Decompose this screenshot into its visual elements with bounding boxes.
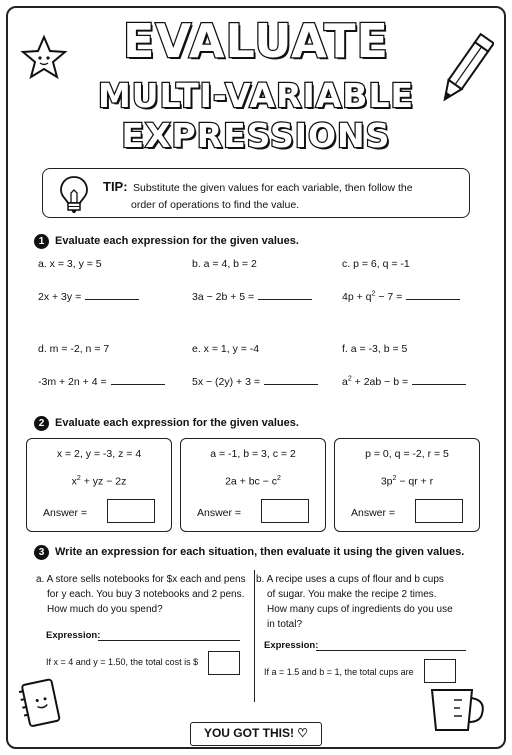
- expression-text: a: [342, 376, 348, 388]
- title-line-1: EVALUATE: [123, 14, 389, 68]
- expression-text: -3m + 2n + 4 =: [38, 376, 107, 388]
- problem-3b-text: [256, 572, 453, 632]
- exponent: 2: [76, 475, 81, 482]
- section-3-number: 3: [34, 545, 49, 560]
- problem-1d-expression: [38, 375, 165, 388]
- answer-box[interactable]: [107, 499, 155, 523]
- expression-text: 3a − 2b + 5 =: [192, 291, 255, 303]
- problem-1b-expression: [192, 290, 312, 303]
- problem-line: in total?: [267, 619, 303, 630]
- problem-line: of sugar. You make the recipe 2 times.: [267, 589, 437, 600]
- problem-3b-note: If a = 1.5 and b = 1, the total cups are: [264, 667, 414, 677]
- divider: [254, 570, 255, 702]
- problem-3b-expression-label: Expression:: [264, 640, 319, 651]
- answer-blank[interactable]: [264, 375, 318, 385]
- section-2-heading: Evaluate each expression for the given values.: [55, 417, 299, 429]
- problem-3a-expression-label: Expression:: [46, 630, 101, 641]
- problem-1a-values: a. x = 3, y = 5: [38, 258, 102, 270]
- expression-text: + yz − 2z: [80, 475, 127, 488]
- problem-2-box-1: [26, 438, 172, 532]
- expression-text: 5x − (2y) + 3 =: [192, 376, 260, 388]
- exponent: 2: [392, 475, 397, 482]
- answer-box[interactable]: [415, 499, 463, 523]
- problem-1f-expression: [342, 375, 466, 388]
- expression-text: 2a + bc − c: [225, 475, 278, 488]
- problem-3a-note: If x = 4 and y = 1.50, the total cost is $: [46, 657, 199, 667]
- problem-line: How many cups of ingredients do you use: [267, 604, 453, 615]
- problem-2-box-2: [180, 438, 326, 532]
- expression: [27, 475, 171, 488]
- expression-text: 4p + q: [342, 291, 372, 303]
- answer-box[interactable]: [261, 499, 309, 523]
- lightbulb-icon: [57, 173, 91, 215]
- problem-1d-values: d. m = -2, n = 7: [38, 343, 110, 355]
- problem-1e-values: e. x = 1, y = -4: [192, 343, 260, 355]
- problem-2-box-3: [334, 438, 480, 532]
- expression-text: 3p: [380, 475, 393, 488]
- answer-blank[interactable]: [111, 375, 165, 385]
- exponent: 2: [371, 290, 376, 298]
- problem-3a-text: [36, 572, 246, 617]
- answer-label: Answer =: [197, 507, 242, 519]
- problem-1c-expression: [342, 290, 460, 303]
- given-values: x = 2, y = -3, z = 4: [56, 448, 142, 460]
- expression-text: x: [71, 475, 77, 488]
- exponent: 2: [347, 375, 352, 383]
- expression: [335, 475, 479, 488]
- section-1-number: 1: [34, 234, 49, 249]
- expression-text: − qr + r: [396, 475, 434, 488]
- problem-line: for y each. You buy 3 notebooks and 2 pens.: [47, 589, 245, 600]
- problem-1f-values: f. a = -3, b = 5: [342, 343, 408, 355]
- answer-blank[interactable]: [258, 290, 312, 300]
- tip-text-line-1: Substitute the given values for each variable, then follow the: [133, 182, 413, 194]
- answer-label: Answer =: [351, 507, 396, 519]
- problem-1e-expression: [192, 375, 318, 388]
- problem-1b-values: b. a = 4, b = 2: [192, 258, 257, 270]
- expression: [181, 475, 325, 488]
- tip-label: TIP:: [103, 179, 128, 194]
- problem-3b-answer-box[interactable]: [424, 659, 456, 683]
- problem-line: How much do you spend?: [47, 604, 163, 615]
- problem-line: a. A store sells notebooks for $x each and pens: [36, 574, 246, 585]
- exponent: 2: [277, 475, 281, 482]
- notebook-icon: [16, 676, 64, 732]
- section-2-number: 2: [34, 416, 49, 431]
- tip-box: [42, 168, 470, 218]
- given-values: a = -1, b = 3, c = 2: [210, 448, 296, 460]
- answer-blank[interactable]: [412, 375, 466, 385]
- expression-text: − 7 =: [375, 291, 403, 303]
- given-values: p = 0, q = -2, r = 5: [365, 448, 449, 460]
- section-1-heading: Evaluate each expression for the given values.: [55, 235, 299, 247]
- problem-1a-expression: [38, 290, 139, 303]
- answer-blank[interactable]: [406, 290, 460, 300]
- expression-text: 2x + 3y =: [38, 291, 82, 303]
- tip-text: [133, 180, 453, 214]
- problem-3a-answer-box[interactable]: [208, 651, 240, 675]
- problem-1c-values: c. p = 6, q = -1: [342, 258, 410, 270]
- problem-3a-expression-line[interactable]: [98, 640, 240, 641]
- answer-label: Answer =: [43, 507, 88, 519]
- problem-line: b. A recipe uses a cups of flour and b cups: [256, 574, 444, 585]
- problem-3b-expression-line[interactable]: [316, 650, 466, 651]
- encouragement-banner: YOU GOT THIS! ♡: [190, 722, 322, 746]
- section-3-heading: Write an expression for each situation, then evaluate it using the given values.: [55, 546, 465, 558]
- title-line-3: EXPRESSIONS: [121, 116, 391, 155]
- answer-blank[interactable]: [85, 290, 139, 300]
- tip-text-line-2: order of operations to find the value.: [131, 199, 300, 211]
- title-line-2: MULTI-VARIABLE: [97, 76, 415, 115]
- expression-text: + 2ab − b =: [351, 376, 409, 388]
- measuring-cup-icon: [424, 684, 490, 736]
